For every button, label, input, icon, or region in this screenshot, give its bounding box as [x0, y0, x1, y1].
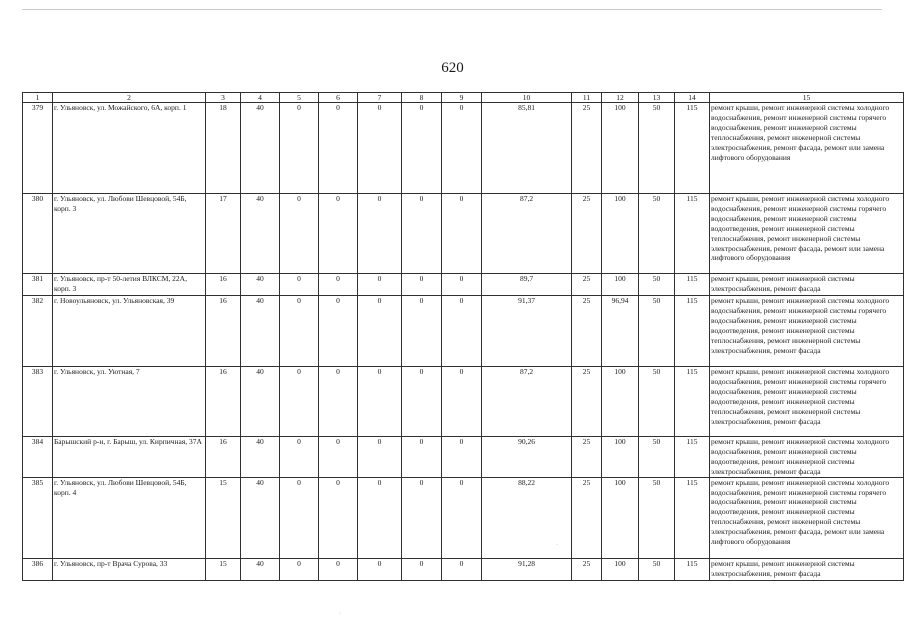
cell-c14: 115 [675, 477, 710, 558]
table-row [23, 296, 904, 367]
cell-c8: 0 [402, 296, 442, 367]
cell-c3: 16 [206, 437, 241, 478]
cell-c10: 87,2 [482, 194, 572, 274]
register-table [22, 92, 904, 581]
cell-c3: 15 [206, 558, 241, 580]
column-header: 10 [482, 93, 572, 103]
cell-c11: 25 [572, 558, 602, 580]
cell-c9: 0 [442, 194, 482, 274]
cell-c6: 0 [319, 558, 358, 580]
column-number-row [23, 93, 904, 103]
cell-c13: 50 [639, 367, 675, 437]
table-row [23, 558, 904, 580]
cell-c4: 40 [241, 477, 280, 558]
address: г. Ульяновск, ул. Уютная, 7 [53, 367, 206, 437]
cell-c12: 100 [602, 477, 639, 558]
cell-c11: 25 [572, 477, 602, 558]
cell-c14: 115 [675, 558, 710, 580]
cell-c10: 90,26 [482, 437, 572, 478]
cell-c4: 40 [241, 103, 280, 194]
cell-c4: 40 [241, 296, 280, 367]
cell-c9: 0 [442, 437, 482, 478]
column-header: 13 [639, 93, 675, 103]
cell-c3: 16 [206, 274, 241, 296]
table-row [23, 477, 904, 558]
row-number: 385 [23, 477, 53, 558]
cell-c6: 0 [319, 367, 358, 437]
column-header: 11 [572, 93, 602, 103]
cell-c8: 0 [402, 437, 442, 478]
cell-c5: 0 [280, 103, 319, 194]
cell-c9: 0 [442, 477, 482, 558]
cell-c11: 25 [572, 437, 602, 478]
cell-c12: 100 [602, 558, 639, 580]
cell-c7: 0 [358, 477, 402, 558]
cell-c14: 115 [675, 194, 710, 274]
cell-c7: 0 [358, 437, 402, 478]
cell-c9: 0 [442, 274, 482, 296]
cell-c12: 100 [602, 367, 639, 437]
row-number: 384 [23, 437, 53, 478]
cell-c7: 0 [358, 274, 402, 296]
address: г. Новоульяновск, ул. Ульяновская, 39 [53, 296, 206, 367]
row-number: 381 [23, 274, 53, 296]
scan-speck: · [339, 611, 341, 617]
works-list: ремонт крыши, ремонт инженерной системы холодного водоснабжения, ремонт инженерной системы горячего водоснабжения, ремонт инженерной системы водоотведения, ремонт инженерной системы теплоснабжения, ремонт инженерной системы электроснабжения, ремонт фасада [710, 367, 904, 437]
cell-c11: 25 [572, 296, 602, 367]
cell-c11: 25 [572, 274, 602, 296]
cell-c13: 50 [639, 194, 675, 274]
address: г. Ульяновск, пр-т 50-летия ВЛКСМ, 22А, корп. 3 [53, 274, 206, 296]
table-row [23, 367, 904, 437]
cell-c13: 50 [639, 296, 675, 367]
cell-c9: 0 [442, 367, 482, 437]
cell-c14: 115 [675, 103, 710, 194]
page-number: 620 [441, 60, 464, 76]
cell-c5: 0 [280, 367, 319, 437]
cell-c7: 0 [358, 367, 402, 437]
cell-c3: 16 [206, 367, 241, 437]
cell-c9: 0 [442, 296, 482, 367]
cell-c6: 0 [319, 477, 358, 558]
cell-c5: 0 [280, 296, 319, 367]
cell-c5: 0 [280, 274, 319, 296]
cell-c14: 115 [675, 367, 710, 437]
column-header: 9 [442, 93, 482, 103]
column-header: 15 [710, 93, 904, 103]
cell-c10: 85,81 [482, 103, 572, 194]
cell-c3: 15 [206, 477, 241, 558]
cell-c8: 0 [402, 558, 442, 580]
table-row [23, 103, 904, 194]
cell-c14: 115 [675, 437, 710, 478]
cell-c9: 0 [442, 103, 482, 194]
cell-c11: 25 [572, 367, 602, 437]
cell-c4: 40 [241, 274, 280, 296]
cell-c8: 0 [402, 194, 442, 274]
cell-c6: 0 [319, 194, 358, 274]
cell-c13: 50 [639, 274, 675, 296]
row-number: 380 [23, 194, 53, 274]
table-row [23, 274, 904, 296]
cell-c12: 100 [602, 194, 639, 274]
cell-c10: 91,28 [482, 558, 572, 580]
cell-c5: 0 [280, 477, 319, 558]
cell-c14: 115 [675, 274, 710, 296]
cell-c10: 88,22 [482, 477, 572, 558]
cell-c4: 40 [241, 194, 280, 274]
column-header: 1 [23, 93, 53, 103]
cell-c8: 0 [402, 103, 442, 194]
cell-c11: 25 [572, 103, 602, 194]
address: г. Ульяновск, пр-т Врача Сурова, 33 [53, 558, 206, 580]
column-header: 8 [402, 93, 442, 103]
cell-c3: 18 [206, 103, 241, 194]
address: Барышский р-н, г. Барыш, ул. Кирпичная, 37А [53, 437, 206, 478]
address: г. Ульяновск, ул. Любови Шевцовой, 54Б, корп. 3 [53, 194, 206, 274]
cell-c6: 0 [319, 296, 358, 367]
table-row [23, 194, 904, 274]
works-list: ремонт крыши, ремонт инженерной системы холодного водоснабжения, ремонт инженерной системы водоотведения, ремонт инженерной системы электроснабжения, ремонт фасада [710, 437, 904, 478]
cell-c9: 0 [442, 558, 482, 580]
column-header: 2 [53, 93, 206, 103]
scan-edge-line [22, 9, 882, 10]
cell-c3: 17 [206, 194, 241, 274]
cell-c10: 89,7 [482, 274, 572, 296]
address: г. Ульяновск, ул. Любови Шевцовой, 54Б, корп. 4 [53, 477, 206, 558]
cell-c5: 0 [280, 558, 319, 580]
column-header: 3 [206, 93, 241, 103]
row-number: 383 [23, 367, 53, 437]
cell-c7: 0 [358, 194, 402, 274]
scan-speck: · [556, 542, 558, 548]
cell-c13: 50 [639, 437, 675, 478]
works-list: ремонт крыши, ремонт инженерной системы холодного водоснабжения, ремонт инженерной системы горячего водоснабжения, ремонт инженерной системы теплоснабжения, ремонт инженерной системы электроснабжения, ремонт фасада, ремонт или замена лифтового оборудования [710, 103, 904, 194]
address: г. Ульяновск, ул. Можайского, 6А, корп. 1 [53, 103, 206, 194]
cell-c12: 100 [602, 274, 639, 296]
cell-c6: 0 [319, 437, 358, 478]
cell-c13: 50 [639, 477, 675, 558]
cell-c8: 0 [402, 477, 442, 558]
cell-c12: 96,94 [602, 296, 639, 367]
cell-c5: 0 [280, 437, 319, 478]
cell-c14: 115 [675, 296, 710, 367]
cell-c7: 0 [358, 103, 402, 194]
row-number: 379 [23, 103, 53, 194]
cell-c12: 100 [602, 103, 639, 194]
works-list: ремонт крыши, ремонт инженерной системы электроснабжения, ремонт фасада [710, 558, 904, 580]
cell-c8: 0 [402, 367, 442, 437]
cell-c4: 40 [241, 558, 280, 580]
cell-c8: 0 [402, 274, 442, 296]
cell-c6: 0 [319, 103, 358, 194]
cell-c10: 87,2 [482, 367, 572, 437]
works-list: ремонт крыши, ремонт инженерной системы электроснабжения, ремонт фасада [710, 274, 904, 296]
cell-c7: 0 [358, 558, 402, 580]
cell-c7: 0 [358, 296, 402, 367]
works-list: ремонт крыши, ремонт инженерной системы холодного водоснабжения, ремонт инженерной системы горячего водоснабжения, ремонт инженерной системы водоотведения, ремонт инженерной системы теплоснабжения, ремонт инженерной системы электроснабжения, ремонт фасада, ремонт или замена лифтового оборудования [710, 477, 904, 558]
cell-c11: 25 [572, 194, 602, 274]
column-header: 7 [358, 93, 402, 103]
cell-c12: 100 [602, 437, 639, 478]
column-header: 12 [602, 93, 639, 103]
cell-c6: 0 [319, 274, 358, 296]
cell-c13: 50 [639, 558, 675, 580]
column-header: 14 [675, 93, 710, 103]
row-number: 382 [23, 296, 53, 367]
cell-c4: 40 [241, 437, 280, 478]
cell-c4: 40 [241, 367, 280, 437]
cell-c13: 50 [639, 103, 675, 194]
column-header: 5 [280, 93, 319, 103]
row-number: 386 [23, 558, 53, 580]
cell-c3: 16 [206, 296, 241, 367]
works-list: ремонт крыши, ремонт инженерной системы холодного водоснабжения, ремонт инженерной системы горячего водоснабжения, ремонт инженерной системы водоотведения, ремонт инженерной системы теплоснабжения, ремонт инженерной системы электроснабжения, ремонт фасада [710, 296, 904, 367]
column-header: 4 [241, 93, 280, 103]
cell-c10: 91,37 [482, 296, 572, 367]
works-list: ремонт крыши, ремонт инженерной системы холодного водоснабжения, ремонт инженерной системы горячего водоснабжения, ремонт инженерной системы водоотведения, ремонт инженерной системы теплоснабжения, ремонт инженерной системы электроснабжения, ремонт фасада, ремонт или замена лифтового оборудования [710, 194, 904, 274]
cell-c5: 0 [280, 194, 319, 274]
column-header: 6 [319, 93, 358, 103]
table-row [23, 437, 904, 478]
